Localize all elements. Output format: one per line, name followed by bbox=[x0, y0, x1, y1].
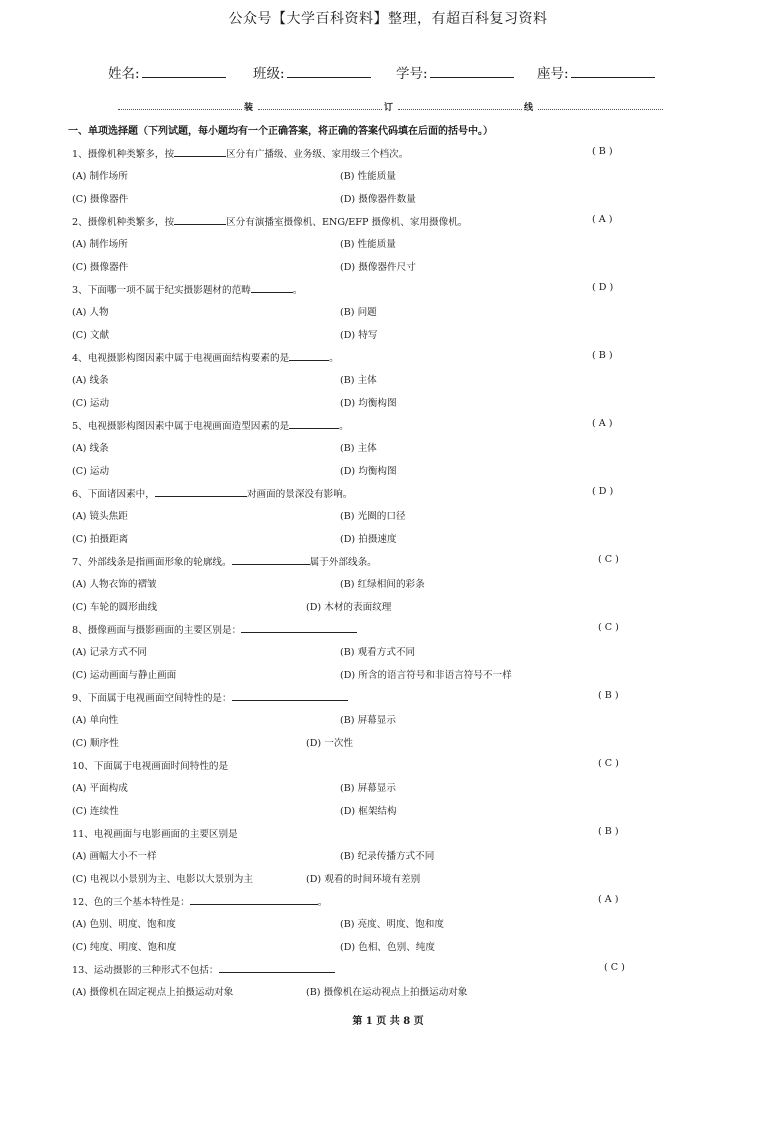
question-text: 12、色的三个基本特性是： bbox=[72, 897, 190, 908]
option-b: (B) 性能质量 bbox=[340, 239, 396, 250]
option-c: (C) 文献 bbox=[72, 330, 110, 341]
answer-key: ( C ) bbox=[598, 758, 619, 769]
option-b: (B) 问题 bbox=[340, 307, 377, 318]
option-a: (A) 画幅大小不一样 bbox=[72, 851, 157, 862]
option-c: (C) 纯度、明度、饱和度 bbox=[72, 942, 177, 953]
answer-blank bbox=[241, 623, 357, 633]
option-d: (D) 拍摄速度 bbox=[340, 534, 397, 545]
question-text: 3、下面哪一项不属于纪实摄影题材的范畴 bbox=[72, 285, 251, 296]
option-a: (A) 人物 bbox=[72, 307, 109, 318]
option-a: (A) 记录方式不同 bbox=[72, 647, 148, 658]
option-b: (B) 摄像机在运动视点上拍摄运动对象 bbox=[306, 987, 468, 998]
answer-blank bbox=[190, 895, 318, 905]
question-stem bbox=[72, 214, 467, 228]
option-c: (C) 摄像器件 bbox=[72, 262, 129, 273]
question-text-suffix: 区分有广播级、业务级、家用级三个档次。 bbox=[226, 149, 409, 160]
answer-blank bbox=[232, 691, 348, 701]
option-d: (D) 框架结构 bbox=[340, 806, 397, 817]
binding-dots bbox=[398, 109, 522, 110]
binding-dots bbox=[538, 109, 663, 110]
question-stem bbox=[72, 486, 352, 500]
option-a: (A) 人物衣饰的褶皱 bbox=[72, 579, 157, 590]
option-a: (A) 镜头焦距 bbox=[72, 511, 128, 522]
option-c: (C) 摄像器件 bbox=[72, 194, 129, 205]
answer-blank bbox=[219, 963, 335, 973]
section-title: 一、单项选择题（下列试题，每小题均有一个正确答案，将正确的答案代码填在后面的括号中。） bbox=[68, 126, 493, 137]
answer-blank bbox=[174, 215, 226, 225]
question-text-suffix: 。 bbox=[292, 285, 303, 296]
binding-mark-xian: 线 bbox=[524, 103, 534, 113]
option-b: (B) 屏幕显示 bbox=[340, 715, 396, 726]
question-text: 13、运动摄影的三种形式不包括： bbox=[72, 965, 219, 976]
option-a: (A) 线条 bbox=[72, 443, 109, 454]
option-b: (B) 亮度、明度、饱和度 bbox=[340, 919, 444, 930]
answer-key: ( A ) bbox=[592, 418, 613, 429]
answer-key: ( B ) bbox=[598, 826, 619, 837]
question-text-suffix: 。 bbox=[317, 897, 328, 908]
binding-line bbox=[118, 100, 663, 114]
option-b: (B) 主体 bbox=[340, 375, 377, 386]
binding-dots bbox=[118, 109, 242, 110]
option-d: (D) 摄像器件数量 bbox=[340, 194, 416, 205]
question-text: 10、下面属于电视画面时间特性的是 bbox=[72, 761, 229, 772]
id-label: 学号: bbox=[396, 66, 428, 82]
question-text: 7、外部线条是指画面形象的轮廓线。 bbox=[72, 557, 232, 568]
option-a: (A) 制作场所 bbox=[72, 171, 128, 182]
header-note: 公众号【大学百科资料】整理，有超百科复习资料 bbox=[228, 11, 548, 27]
option-b: (B) 观看方式不同 bbox=[340, 647, 416, 658]
class-field bbox=[253, 62, 371, 82]
question-text-suffix: 。 bbox=[339, 421, 349, 432]
question-text-suffix: 区分有演播室摄像机、ENG/EFP 摄像机、家用摄像机。 bbox=[226, 217, 468, 228]
option-d: (D) 摄像器件尺寸 bbox=[340, 262, 416, 273]
page-footer: 第 1 页 共 8 页 bbox=[352, 1016, 424, 1027]
option-a: (A) 单向性 bbox=[72, 715, 119, 726]
class-blank bbox=[287, 65, 371, 78]
option-d: (D) 木材的表面纹理 bbox=[306, 602, 392, 613]
option-d: (D) 一次性 bbox=[306, 738, 354, 749]
option-d: (D) 特写 bbox=[340, 330, 378, 341]
option-a: (A) 线条 bbox=[72, 375, 109, 386]
question-text: 11、电视画面与电影画面的主要区别是 bbox=[72, 829, 238, 840]
option-b: (B) 纪录传播方式不同 bbox=[340, 851, 435, 862]
option-a: (A) 制作场所 bbox=[72, 239, 128, 250]
question-text: 5、电视摄影构图因素中属于电视画面造型因素的是 bbox=[72, 421, 290, 432]
option-b: (B) 性能质量 bbox=[340, 171, 396, 182]
question-text-suffix: 属于外部线条。 bbox=[309, 557, 377, 568]
answer-key: ( C ) bbox=[598, 622, 619, 633]
option-b: (B) 主体 bbox=[340, 443, 377, 454]
name-field bbox=[108, 62, 226, 82]
question-text: 9、下面属于电视画面空间特性的是： bbox=[72, 693, 232, 704]
question-stem bbox=[72, 962, 335, 976]
answer-key: ( A ) bbox=[598, 894, 619, 905]
name-label: 姓名: bbox=[108, 66, 140, 82]
answer-key: ( B ) bbox=[598, 690, 619, 701]
answer-blank bbox=[251, 283, 293, 293]
option-b: (B) 光圈的口径 bbox=[340, 511, 406, 522]
question-stem bbox=[72, 146, 408, 160]
option-d: (D) 均衡构图 bbox=[340, 398, 397, 409]
student-info-row bbox=[108, 62, 688, 86]
seat-blank bbox=[571, 65, 655, 78]
answer-blank bbox=[289, 351, 329, 361]
question-stem bbox=[72, 622, 357, 636]
question-stem bbox=[72, 758, 228, 772]
answer-key: ( B ) bbox=[592, 350, 613, 361]
binding-mark-ding: 订 bbox=[384, 103, 394, 113]
answer-key: ( D ) bbox=[592, 486, 614, 497]
answer-blank bbox=[174, 147, 226, 157]
option-c: (C) 运动 bbox=[72, 466, 110, 477]
option-c: (C) 运动画面与静止画面 bbox=[72, 670, 177, 681]
binding-dots bbox=[258, 109, 382, 110]
option-d: (D) 色相、色别、纯度 bbox=[340, 942, 435, 953]
question-text-suffix: 。 bbox=[329, 353, 339, 364]
option-a: (A) 色别、明度、饱和度 bbox=[72, 919, 176, 930]
id-field bbox=[396, 62, 514, 82]
question-stem bbox=[72, 418, 349, 432]
answer-key: ( D ) bbox=[592, 282, 614, 293]
question-stem bbox=[72, 826, 238, 840]
question-stem bbox=[72, 350, 339, 364]
question-text: 4、电视摄影构图因素中属于电视画面结构要素的是 bbox=[72, 353, 290, 364]
option-b: (B) 屏幕显示 bbox=[340, 783, 396, 794]
option-b: (B) 红绿相间的彩条 bbox=[340, 579, 425, 590]
question-text: 8、摄像画面与摄影画面的主要区别是： bbox=[72, 625, 242, 636]
seat-label: 座号: bbox=[537, 66, 569, 82]
option-c: (C) 拍摄距离 bbox=[72, 534, 129, 545]
option-c: (C) 运动 bbox=[72, 398, 110, 409]
name-blank bbox=[142, 65, 226, 78]
option-a: (A) 平面构成 bbox=[72, 783, 128, 794]
answer-key: ( C ) bbox=[598, 554, 619, 565]
option-c: (C) 电视以小景别为主、电影以大景别为主 bbox=[72, 874, 253, 885]
option-c: (C) 连续性 bbox=[72, 806, 119, 817]
seat-field bbox=[537, 62, 655, 82]
id-blank bbox=[430, 65, 514, 78]
answer-blank bbox=[289, 419, 339, 429]
answer-key: ( C ) bbox=[604, 962, 625, 973]
binding-mark-zhuang: 装 bbox=[244, 103, 254, 113]
option-c: (C) 车轮的圆形曲线 bbox=[72, 602, 158, 613]
class-label: 班级: bbox=[253, 66, 285, 82]
answer-blank bbox=[232, 555, 310, 565]
question-text: 2、摄像机种类繁多，按 bbox=[72, 217, 175, 228]
option-d: (D) 均衡构图 bbox=[340, 466, 397, 477]
answer-key: ( A ) bbox=[592, 214, 613, 225]
option-d: (D) 所含的语言符号和非语言符号不一样 bbox=[340, 670, 512, 681]
question-stem bbox=[72, 894, 327, 908]
question-stem bbox=[72, 690, 348, 704]
answer-key: ( B ) bbox=[592, 146, 613, 157]
question-stem bbox=[72, 282, 302, 296]
option-a: (A) 摄像机在固定视点上拍摄运动对象 bbox=[72, 987, 234, 998]
question-text: 1、摄像机种类繁多，按 bbox=[72, 149, 175, 160]
question-stem bbox=[72, 554, 377, 568]
option-d: (D) 观看的时间环境有差别 bbox=[306, 874, 421, 885]
question-text: 6、下面诸因素中， bbox=[72, 489, 155, 500]
option-c: (C) 顺序性 bbox=[72, 738, 119, 749]
question-text-suffix: 对画面的景深没有影响。 bbox=[246, 489, 353, 500]
answer-blank bbox=[155, 487, 247, 497]
